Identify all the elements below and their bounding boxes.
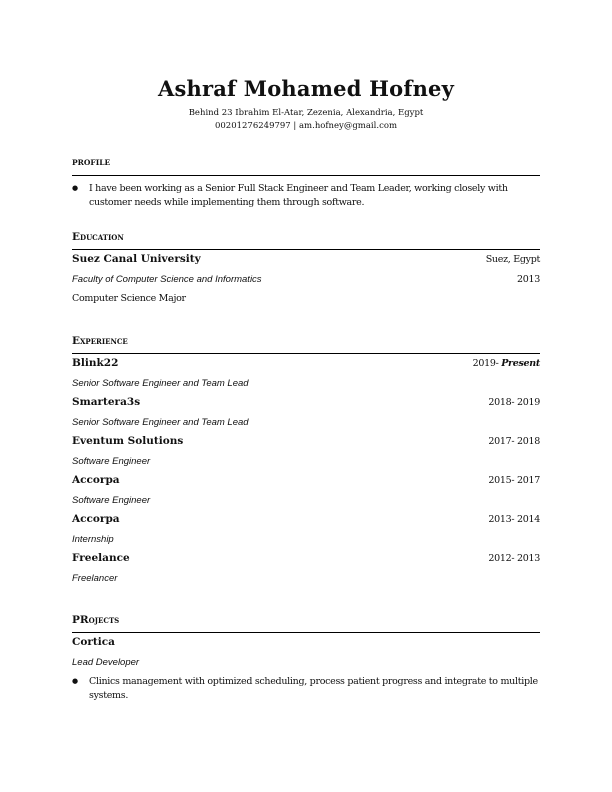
project-role: Lead Developer xyxy=(72,656,140,668)
end-year: 2018 xyxy=(517,436,540,447)
job-title: Software Engineer xyxy=(72,494,151,506)
profile-bullet xyxy=(72,182,540,209)
email: am.hofney@gmail.com xyxy=(298,121,398,131)
date-range xyxy=(488,393,540,413)
project-name: Cortica xyxy=(72,636,115,648)
date-separator: - xyxy=(511,475,518,486)
company-name: Eventum Solutions xyxy=(72,435,184,447)
end-year: Present xyxy=(501,358,540,369)
faculty: Faculty of Computer Science and Informatics xyxy=(72,273,262,285)
section-heading-experience: Experience xyxy=(72,334,540,354)
candidate-name: Ashraf Mohamed Hofney xyxy=(157,76,455,101)
start-year: 2018 xyxy=(488,397,512,408)
phone: 00201276249797 xyxy=(214,121,291,131)
start-year: 2017 xyxy=(488,436,512,447)
end-year: 2014 xyxy=(517,514,540,525)
profile-text: I have been working as a Senior Full Stack Engineer and Team Leader, working closely with customer needs while implementing them through software. xyxy=(89,183,508,208)
project-bullet xyxy=(72,675,540,702)
major: Computer Science Major xyxy=(72,293,186,304)
project-description: Clinics management with optimized scheduling, process patient progress and integrate to multiple systems. xyxy=(89,676,538,701)
profile-section xyxy=(72,156,540,209)
start-year: 2013 xyxy=(488,514,512,525)
start-year: 2015 xyxy=(488,475,512,486)
start-year: 2012 xyxy=(488,553,512,564)
school-name: Suez Canal University xyxy=(72,253,201,265)
bullet-icon: ● xyxy=(72,677,78,685)
company-name: Smartera3s xyxy=(72,396,141,408)
company-name: Freelance xyxy=(72,552,130,564)
end-year: 2013 xyxy=(517,553,540,564)
job-title: Software Engineer xyxy=(72,455,151,467)
date-range xyxy=(488,510,540,530)
section-heading-education: Education xyxy=(72,230,540,250)
date-separator: - xyxy=(511,553,518,564)
date-range xyxy=(488,471,540,491)
contact-info xyxy=(0,107,612,133)
experience-entry xyxy=(72,354,540,374)
date-range xyxy=(488,549,540,569)
separator: | xyxy=(290,121,299,131)
end-year: 2019 xyxy=(517,397,540,408)
experience-entry xyxy=(72,549,540,569)
date-separator: - xyxy=(511,514,518,525)
experience-entry xyxy=(72,432,540,452)
date-separator: - xyxy=(511,436,518,447)
date-range xyxy=(473,354,540,374)
experience-entry xyxy=(72,471,540,491)
experience-entry xyxy=(72,393,540,413)
bullet-icon: ● xyxy=(72,184,78,192)
address: Behind 23 Ibrahim El-Atar, Zezenia, Alexandria, Egypt xyxy=(188,108,424,118)
job-title: Senior Software Engineer and Team Lead xyxy=(72,416,249,428)
date-range xyxy=(488,432,540,452)
school-location: Suez, Egypt xyxy=(485,254,540,265)
projects-section xyxy=(72,613,540,702)
date-separator: - xyxy=(511,397,518,408)
education-section xyxy=(72,230,540,309)
company-name: Accorpa xyxy=(72,474,120,486)
end-year: 2017 xyxy=(517,475,540,486)
job-title: Senior Software Engineer and Team Lead xyxy=(72,377,249,389)
job-title: Freelancer xyxy=(72,572,118,584)
start-year: 2019 xyxy=(472,358,496,369)
company-name: Blink22 xyxy=(72,357,119,369)
company-name: Accorpa xyxy=(72,513,120,525)
date-separator: - xyxy=(495,358,502,369)
job-title: Internship xyxy=(72,533,114,545)
section-heading-projects: PRojects xyxy=(72,613,540,633)
experience-section xyxy=(72,334,540,588)
graduation-year: 2013 xyxy=(517,273,540,285)
section-heading-profile: PROFILE xyxy=(72,156,540,176)
experience-entry xyxy=(72,510,540,530)
